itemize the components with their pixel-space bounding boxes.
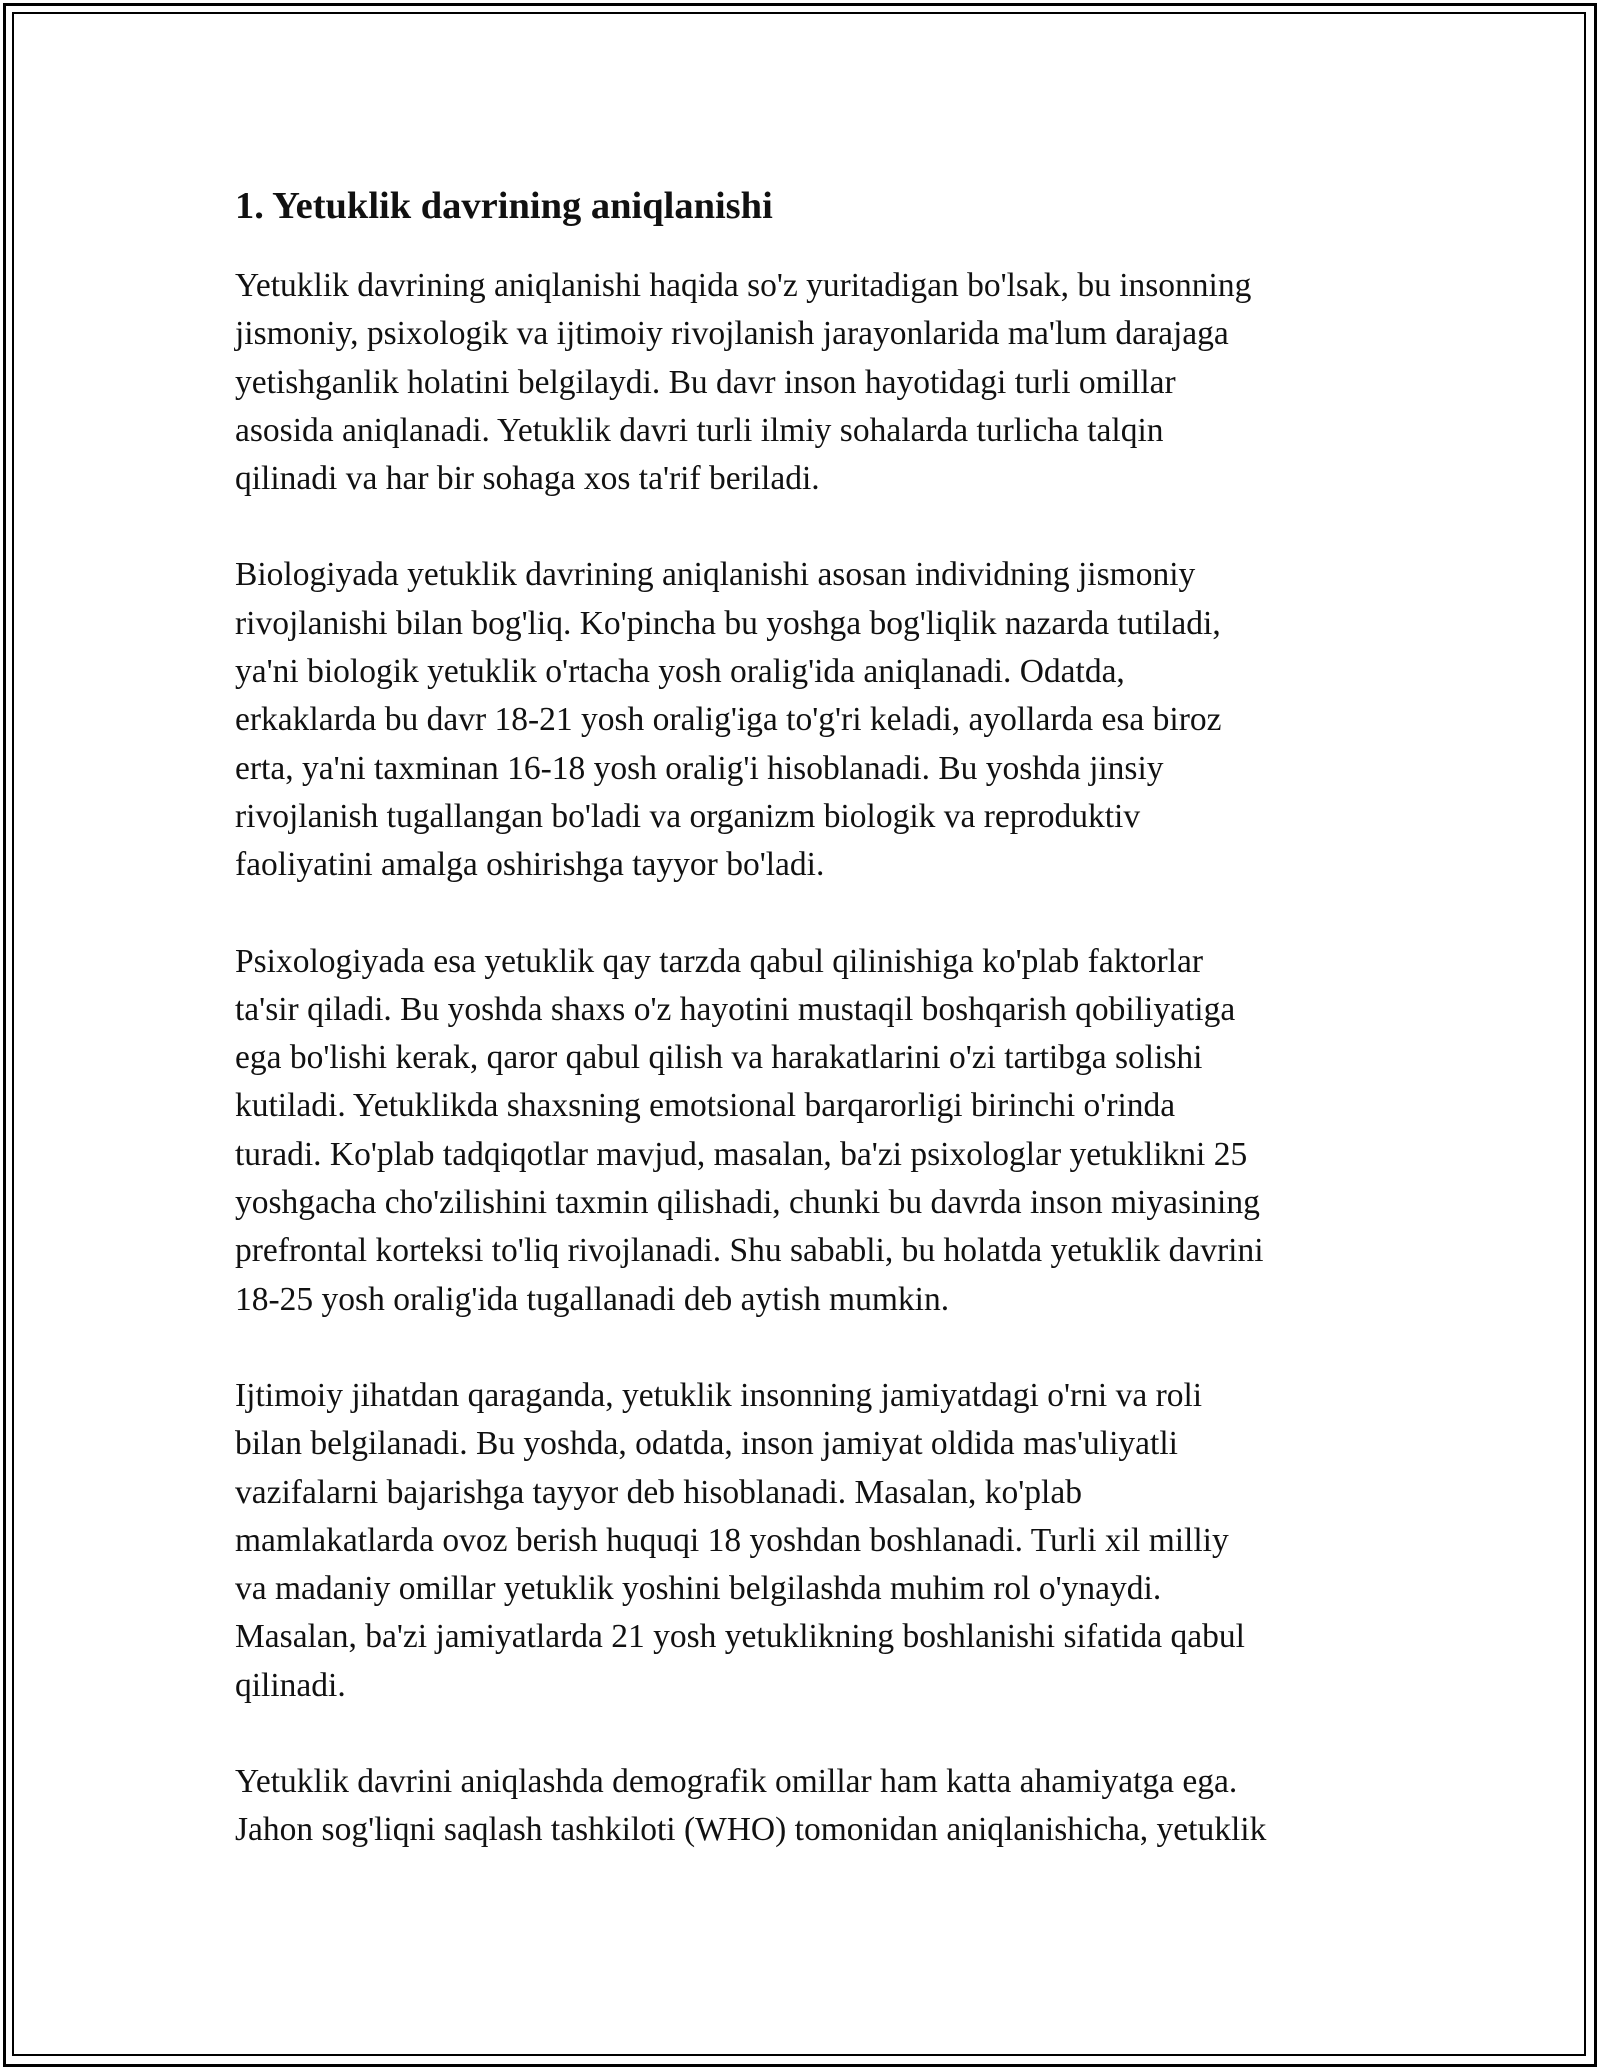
text-line: Psixologiyada esa yetuklik qay tarzda qabul qilinishiga ko'plab faktorlar	[235, 942, 1203, 980]
text-line: Yetuklik davrini aniqlashda demografik omillar ham katta ahamiyatga ega.	[235, 1763, 1238, 1801]
text-line: asosida aniqlanadi. Yetuklik davri turli ilmiy sohalarda turlicha talqin	[235, 411, 1164, 449]
text-line: ya'ni biologik yetuklik o'rtacha yosh oralig'ida aniqlanadi. Odatda,	[235, 653, 1125, 691]
text-line: faoliyatini amalga oshirishga tayyor bo'ladi.	[235, 846, 825, 884]
paragraph-4	[235, 1372, 1375, 1710]
paragraph-2	[235, 551, 1375, 889]
text-line: rivojlanishi bilan bog'liq. Ko'pincha bu yoshga bog'liqlik nazarda tutiladi,	[235, 604, 1221, 642]
text-line: qilinadi.	[235, 1666, 346, 1704]
text-line: turadi. Ko'plab tadqiqotlar mavjud, masalan, ba'zi psixologlar yetuklikni 25	[235, 1135, 1248, 1173]
text-line: bilan belgilanadi. Bu yoshda, odatda, inson jamiyat oldida mas'uliyatli	[235, 1425, 1178, 1463]
text-line: Yetuklik davrining aniqlanishi haqida so'z yuritadigan bo'lsak, bu insonning	[235, 267, 1252, 304]
paragraph-3	[235, 938, 1375, 1324]
text-line: Biologiyada yetuklik davrining aniqlanishi asosan individning jismoniy	[235, 556, 1196, 594]
text-line: kutiladi. Yetuklikda shaxsning emotsional barqarorligi birinchi o'rinda	[235, 1087, 1176, 1125]
paragraph-1	[235, 262, 1375, 503]
text-line: ta'sir qiladi. Bu yoshda shaxs o'z hayotini mustaqil boshqarish qobiliyatiga	[235, 990, 1236, 1028]
text-line: Ijtimoiy jihatdan qaraganda, yetuklik insonning jamiyatdagi o'rni va roli	[235, 1376, 1203, 1414]
text-line: erta, ya'ni taxminan 16-18 yosh oralig'i hisoblanadi. Bu yoshda jinsiy	[235, 749, 1164, 787]
text-line: ega bo'lishi kerak, qaror qabul qilish va harakatlarini o'zi tartibga solishi	[235, 1039, 1203, 1077]
paragraph-list	[235, 262, 1375, 1855]
text-line: yoshgacha cho'zilishini taxmin qilishadi, chunki bu davrda inson miyasining	[235, 1184, 1260, 1222]
text-line: vazifalarni bajarishga tayyor deb hisoblanadi. Masalan, ko'plab	[235, 1473, 1082, 1511]
text-line: prefrontal korteksi to'liq rivojlanadi. Shu sababli, bu holatda yetuklik davrini	[235, 1232, 1264, 1270]
section-heading: 1. Yetuklik davrining aniqlanishi	[235, 185, 773, 227]
text-line: qilinadi va har bir sohaga xos ta'rif beriladi.	[235, 460, 820, 498]
paragraph-5	[235, 1758, 1375, 1855]
text-line: mamlakatlarda ovoz berish huquqi 18 yoshdan boshlanadi. Turli xil milliy	[235, 1521, 1229, 1559]
text-line: 18-25 yosh oralig'ida tugallanadi deb aytish mumkin.	[235, 1280, 950, 1318]
text-line: va madaniy omillar yetuklik yoshini belgilashda muhim rol o'ynaydi.	[235, 1570, 1162, 1608]
text-line: jismoniy, psixologik va ijtimoiy rivojlanish jarayonlarida ma'lum darajaga	[235, 315, 1229, 353]
text-line: yetishganlik holatini belgilaydi. Bu davr inson hayotidagi turli omillar	[235, 363, 1176, 401]
document-body	[235, 182, 1375, 1903]
text-line: rivojlanish tugallangan bo'ladi va organizm biologik va reproduktiv	[235, 797, 1141, 835]
text-line: Jahon sog'liqni saqlash tashkiloti (WHO) tomonidan aniqlanishicha, yetuklik	[235, 1811, 1267, 1849]
text-line: erkaklarda bu davr 18-21 yosh oralig'iga to'g'ri keladi, ayollarda esa biroz	[235, 701, 1222, 739]
text-line: Masalan, ba'zi jamiyatlarda 21 yosh yetuklikning boshlanishi sifatida qabul	[235, 1618, 1245, 1656]
